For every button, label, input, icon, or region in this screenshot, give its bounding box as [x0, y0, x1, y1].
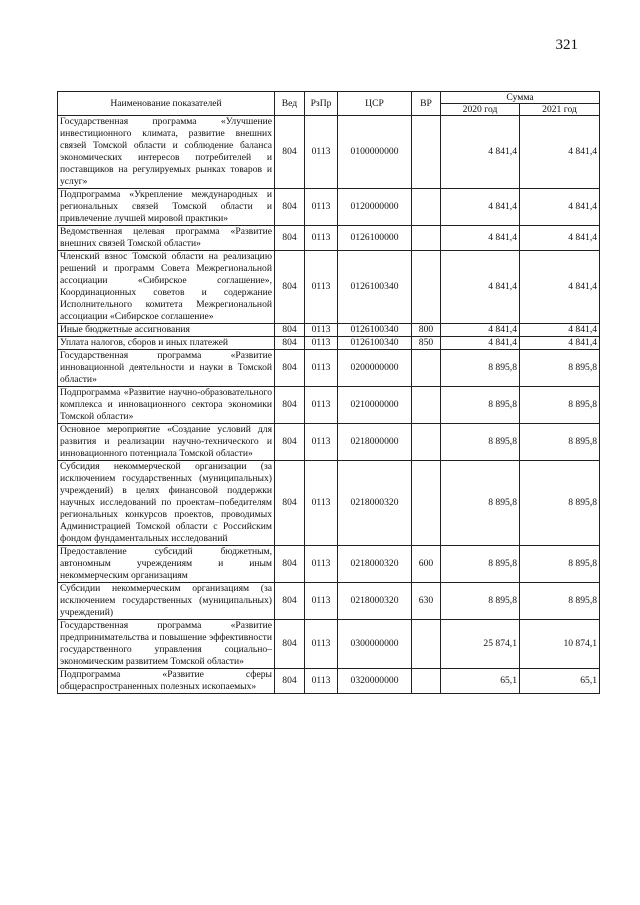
cell-vr	[412, 620, 441, 669]
cell-sum-2020: 4 841,4	[441, 189, 520, 226]
cell-csr: 0126100340	[338, 251, 412, 324]
cell-vr	[412, 669, 441, 694]
cell-sum-2021: 8 895,8	[520, 350, 600, 387]
cell-csr: 0210000000	[338, 387, 412, 424]
cell-ved: 804	[275, 226, 305, 251]
table-row	[58, 251, 600, 324]
table-row	[58, 620, 600, 669]
cell-sum-2020: 4 841,4	[441, 226, 520, 251]
cell-ved: 804	[275, 324, 305, 337]
cell-sum-2021: 8 895,8	[520, 546, 600, 583]
cell-name: Подпрограмма «Укрепление международных и региональных связей Томской области и привлечение лучшей мировой практики»	[58, 189, 275, 226]
header-csr: ЦСР	[338, 92, 412, 116]
header-vr: ВР	[412, 92, 441, 116]
cell-rzpr: 0113	[305, 337, 338, 350]
cell-rzpr: 0113	[305, 461, 338, 546]
cell-vr	[412, 461, 441, 546]
cell-sum-2021: 8 895,8	[520, 387, 600, 424]
table-row	[58, 350, 600, 387]
cell-name: Подпрограмма «Развитие научно-образовательного комплекса и инновационного сектора экономики Томской области»	[58, 387, 275, 424]
cell-csr: 0100000000	[338, 116, 412, 189]
cell-sum-2021: 65,1	[520, 669, 600, 694]
cell-sum-2021: 4 841,4	[520, 116, 600, 189]
cell-name: Основное мероприятие «Создание условий для развития и реализации научно-технического и инновационного потенциала Томской области»	[58, 424, 275, 461]
table-row	[58, 583, 600, 620]
cell-vr	[412, 350, 441, 387]
cell-name: Государственная программа «Развитие предпринимательства и повышение эффективности государственного управления социально–экономическим развитием Томской области»	[58, 620, 275, 669]
table-row	[58, 226, 600, 251]
cell-name: Субсидии некоммерческим организациям (за исключением государственных (муниципальных) учреждений)	[58, 583, 275, 620]
cell-ved: 804	[275, 461, 305, 546]
cell-rzpr: 0113	[305, 424, 338, 461]
cell-sum-2020: 4 841,4	[441, 251, 520, 324]
cell-sum-2021: 4 841,4	[520, 337, 600, 350]
cell-ved: 804	[275, 424, 305, 461]
cell-name: Ведомственная целевая программа «Развитие внешних связей Томской области»	[58, 226, 275, 251]
header-rzpr: РзПр	[305, 92, 338, 116]
cell-name: Предоставление субсидий бюджетным, автономным учреждениям и иным некоммерческим организациям	[58, 546, 275, 583]
cell-csr: 0218000320	[338, 461, 412, 546]
table-row	[58, 387, 600, 424]
cell-csr: 0218000320	[338, 583, 412, 620]
cell-sum-2020: 8 895,8	[441, 461, 520, 546]
cell-sum-2021: 4 841,4	[520, 226, 600, 251]
cell-csr: 0300000000	[338, 620, 412, 669]
cell-sum-2021: 4 841,4	[520, 324, 600, 337]
cell-csr: 0218000000	[338, 424, 412, 461]
table-body	[58, 116, 600, 694]
cell-vr: 600	[412, 546, 441, 583]
header-year-2020: 2020 год	[441, 104, 520, 116]
cell-rzpr: 0113	[305, 189, 338, 226]
cell-ved: 804	[275, 387, 305, 424]
cell-csr: 0120000000	[338, 189, 412, 226]
table-row	[58, 461, 600, 546]
page-number: 321	[555, 37, 578, 53]
table-header	[58, 92, 600, 116]
cell-sum-2021: 4 841,4	[520, 189, 600, 226]
cell-csr: 0126100340	[338, 324, 412, 337]
cell-vr	[412, 424, 441, 461]
cell-ved: 804	[275, 350, 305, 387]
header-year-2021: 2021 год	[520, 104, 600, 116]
cell-sum-2020: 8 895,8	[441, 350, 520, 387]
cell-sum-2020: 4 841,4	[441, 324, 520, 337]
cell-rzpr: 0113	[305, 251, 338, 324]
cell-sum-2020: 4 841,4	[441, 337, 520, 350]
table-row	[58, 669, 600, 694]
budget-table	[57, 91, 600, 694]
cell-ved: 804	[275, 546, 305, 583]
header-name: Наименование показателей	[58, 92, 275, 116]
table-row	[58, 337, 600, 350]
cell-csr: 0218000320	[338, 546, 412, 583]
cell-ved: 804	[275, 669, 305, 694]
cell-csr: 0320000000	[338, 669, 412, 694]
cell-vr: 630	[412, 583, 441, 620]
cell-sum-2020: 8 895,8	[441, 387, 520, 424]
table-row	[58, 189, 600, 226]
cell-sum-2021: 4 841,4	[520, 251, 600, 324]
table-row	[58, 116, 600, 189]
cell-name: Подпрограмма «Развитие сферы общераспространенных полезных ископаемых»	[58, 669, 275, 694]
cell-ved: 804	[275, 620, 305, 669]
cell-rzpr: 0113	[305, 583, 338, 620]
cell-vr	[412, 251, 441, 324]
header-ved: Вед	[275, 92, 305, 116]
cell-ved: 804	[275, 583, 305, 620]
cell-rzpr: 0113	[305, 620, 338, 669]
cell-name: Членский взнос Томской области на реализацию решений и программ Совета Межрегиональной ассоциации «Сибирское соглашение», Координационных советов и содержание Исполнительного комитета Межрегиональной ассоциации «Сибирское соглашение»	[58, 251, 275, 324]
cell-vr: 800	[412, 324, 441, 337]
table-row	[58, 324, 600, 337]
cell-rzpr: 0113	[305, 669, 338, 694]
cell-csr: 0200000000	[338, 350, 412, 387]
cell-name: Государственная программа «Развитие инновационной деятельности и науки в Томской области»	[58, 350, 275, 387]
cell-name: Субсидия некоммерческой организации (за исключением государственных (муниципальных) учреждений) в целях финансовой поддержки научных исследований по проектам–победителям региональных конкурсов проектов, проводимых Администрацией Томской области с Российским фондом фундаментальных исследований	[58, 461, 275, 546]
cell-sum-2020: 25 874,1	[441, 620, 520, 669]
cell-rzpr: 0113	[305, 546, 338, 583]
cell-ved: 804	[275, 116, 305, 189]
cell-vr	[412, 116, 441, 189]
cell-ved: 804	[275, 251, 305, 324]
cell-rzpr: 0113	[305, 387, 338, 424]
table-row	[58, 424, 600, 461]
cell-sum-2021: 10 874,1	[520, 620, 600, 669]
cell-name: Государственная программа «Улучшение инвестиционного климата, развитие внешних связей Томской области и соблюдение баланса экономических интересов потребителей и поставщиков на регулируемых рынках товаров и услуг»	[58, 116, 275, 189]
cell-rzpr: 0113	[305, 226, 338, 251]
cell-sum-2020: 65,1	[441, 669, 520, 694]
cell-ved: 804	[275, 189, 305, 226]
cell-name: Уплата налогов, сборов и иных платежей	[58, 337, 275, 350]
cell-name: Иные бюджетные ассигнования	[58, 324, 275, 337]
table-row	[58, 546, 600, 583]
cell-vr	[412, 387, 441, 424]
cell-sum-2020: 8 895,8	[441, 546, 520, 583]
cell-sum-2020: 4 841,4	[441, 116, 520, 189]
cell-sum-2021: 8 895,8	[520, 583, 600, 620]
cell-rzpr: 0113	[305, 324, 338, 337]
cell-sum-2020: 8 895,8	[441, 583, 520, 620]
cell-rzpr: 0113	[305, 350, 338, 387]
cell-ved: 804	[275, 337, 305, 350]
cell-csr: 0126100340	[338, 337, 412, 350]
cell-vr	[412, 226, 441, 251]
cell-csr: 0126100000	[338, 226, 412, 251]
cell-rzpr: 0113	[305, 116, 338, 189]
cell-sum-2021: 8 895,8	[520, 461, 600, 546]
cell-vr: 850	[412, 337, 441, 350]
cell-sum-2020: 8 895,8	[441, 424, 520, 461]
cell-sum-2021: 8 895,8	[520, 424, 600, 461]
header-sum: Сумма	[441, 92, 600, 104]
cell-vr	[412, 189, 441, 226]
